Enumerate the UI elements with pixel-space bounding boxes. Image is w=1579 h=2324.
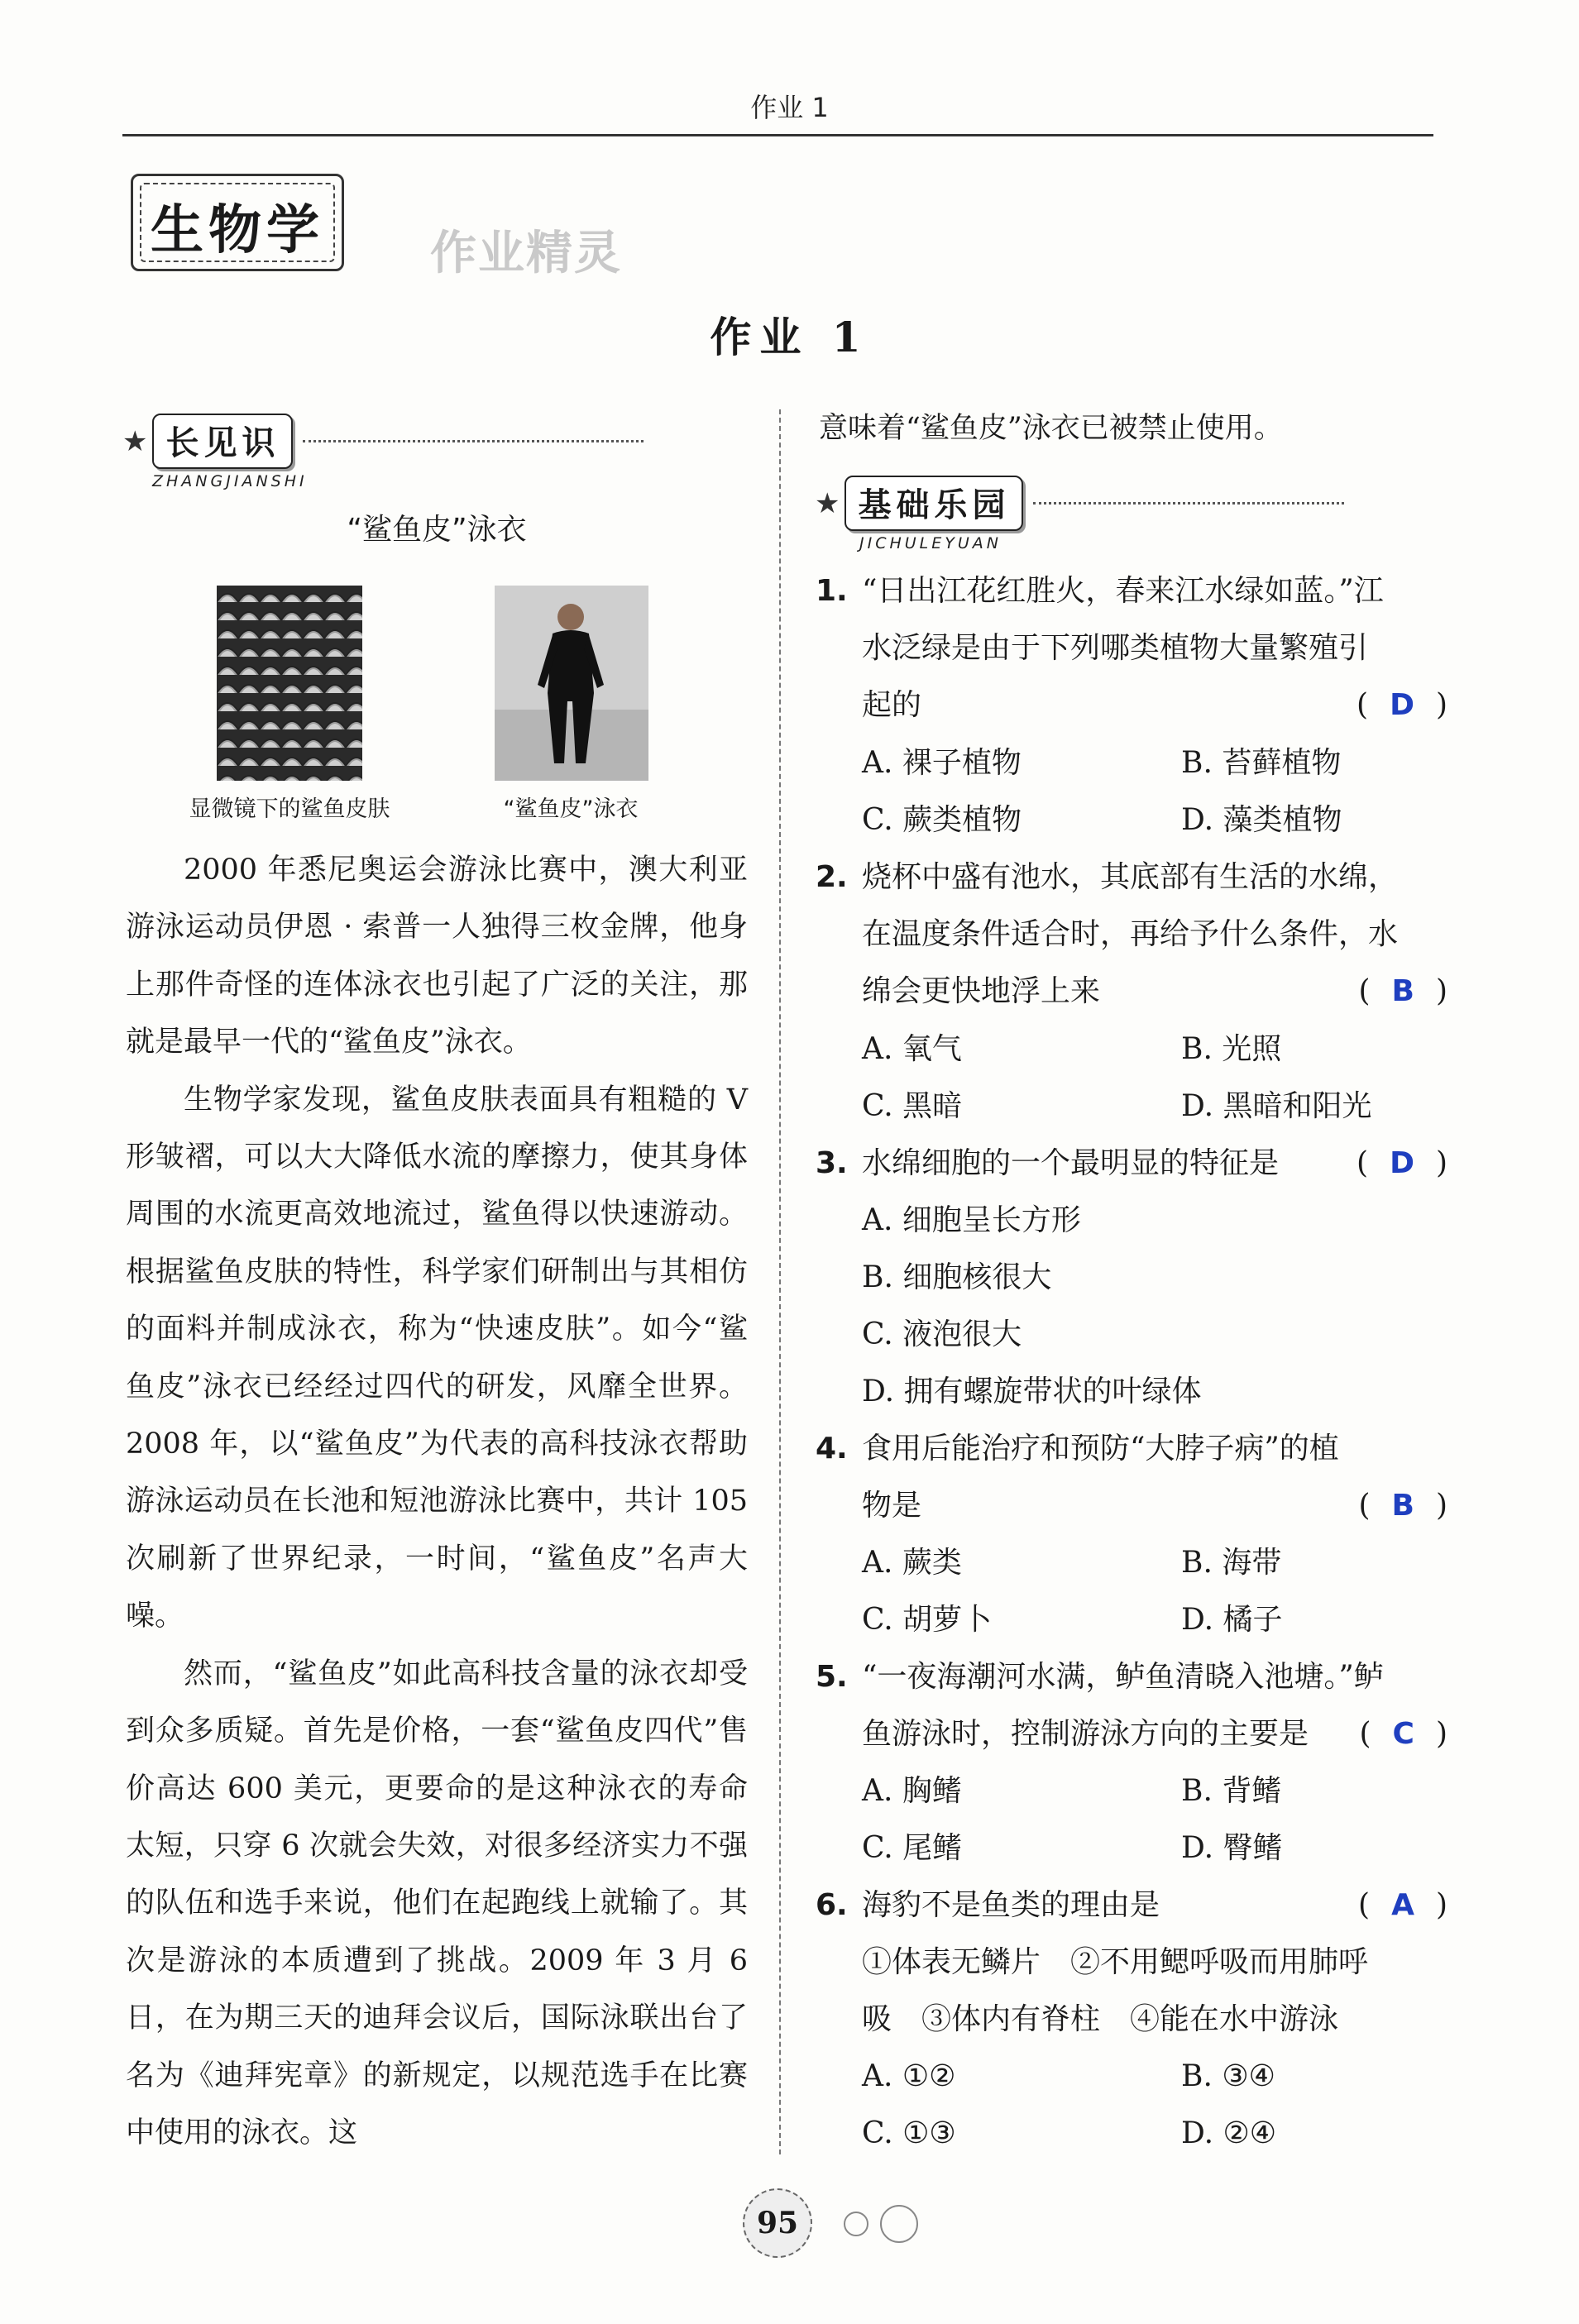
answer-blank: ( B ) xyxy=(1358,1489,1447,1523)
option: B. 细胞核很大 xyxy=(862,1260,1052,1294)
question-line: 食用后能治疗和预防“大脖子病”的植 xyxy=(862,1432,1339,1466)
question-line: 烧杯中盛有池水，其底部有生活的水绵， xyxy=(862,860,1399,894)
option: D. 藻类植物 xyxy=(1181,803,1342,837)
star-icon: ★ xyxy=(815,486,840,520)
continuation-text: 意味着“鲨鱼皮”泳衣已被禁止使用。 xyxy=(819,412,1283,445)
question-line: 鱼游泳时，控制游泳方向的主要是 xyxy=(862,1717,1309,1751)
caption-swimsuit: “鲨鱼皮”泳衣 xyxy=(503,796,639,822)
option: C. 尾鳍 xyxy=(862,1831,963,1865)
page-number: 95 xyxy=(743,2188,812,2258)
question-number: 5. xyxy=(816,1660,848,1694)
question-line: 海豹不是鱼类的理由是 xyxy=(862,1888,1160,1922)
star-icon: ★ xyxy=(122,424,148,458)
question-line: 物是 xyxy=(862,1489,922,1523)
article-paragraph: 生物学家发现，鲨鱼皮肤表面具有粗糙的 V 形皱褶，可以大大降低水流的摩擦力，使其身体周围的水流更高效地流过，鲨鱼得以快速游动。根据鲨鱼皮肤的特性，科学家们研制出与其相仿的面料并制成泳衣，称为“快速皮肤”。如今“鲨鱼皮”泳衣已经经过四代的研发，风靡全世界。2008 年，以“鲨鱼皮”为代表的高科技泳衣帮助游泳运动员在长池和短池游泳比赛中，共计 105 次刷新了世界纪录，一时间，“鲨鱼皮”名声大噪。 xyxy=(126,1083,748,1633)
swimsuit-photo xyxy=(495,586,648,781)
dotted-leader xyxy=(1033,502,1344,504)
answer-blank: ( C ) xyxy=(1359,1717,1447,1751)
section-pinyin: JICHULEYUAN xyxy=(859,534,1002,552)
question-line: 水泛绿是由于下列哪类植物大量繁殖引 xyxy=(862,631,1369,665)
option: D. 拥有螺旋带状的叶绿体 xyxy=(862,1375,1202,1408)
option: C. 液泡很大 xyxy=(862,1317,1022,1351)
option: C. ①③ xyxy=(862,2116,956,2150)
answer: D xyxy=(1390,1146,1414,1180)
section-label: 基础乐园 xyxy=(845,476,1023,531)
option: C. 黑暗 xyxy=(862,1089,963,1123)
question-number: 4. xyxy=(816,1432,848,1466)
watermark: 作业精灵 xyxy=(430,227,622,280)
question-line: “日出江花红胜火，春来江水绿如蓝。”江 xyxy=(862,574,1384,608)
option: C. 胡萝卜 xyxy=(862,1603,993,1637)
question-line: 在温度条件适合时，再给予什么条件，水 xyxy=(862,917,1399,951)
option: A. 裸子植物 xyxy=(862,746,1022,780)
option: D. 臀鳍 xyxy=(1181,1831,1283,1865)
option: B. 背鳍 xyxy=(1181,1774,1282,1808)
header-rule xyxy=(122,134,1433,136)
article-body xyxy=(126,842,748,2162)
caption-shark-skin: 显微镜下的鲨鱼皮肤 xyxy=(189,796,390,822)
decorative-ring-icon xyxy=(880,2205,918,2243)
option: C. 蕨类植物 xyxy=(862,803,1022,837)
homework-title: 作业 1 xyxy=(710,313,869,361)
question-line: ①体表无鳞片 ②不用鳃呼吸而用肺呼 xyxy=(862,1945,1369,1979)
question-1 xyxy=(816,562,1447,734)
question-4 xyxy=(816,1420,1447,1534)
subject-box xyxy=(131,174,344,271)
option: B. 苔藓植物 xyxy=(1181,746,1342,780)
question-line: 起的 xyxy=(862,688,922,722)
section-zhangjianshi xyxy=(122,414,644,490)
subject-title: 生物学 xyxy=(151,200,324,261)
article-paragraph: 2000 年悉尼奥运会游泳比赛中，澳大利亚游泳运动员伊恩 · 索普一人独得三枚金牌，他身上那件奇怪的连体泳衣也引起了广泛的关注，那就是最早一代的“鲨鱼皮”泳衣。 xyxy=(126,854,748,1059)
option: A. 胸鳍 xyxy=(862,1774,962,1808)
question-line: 水绵细胞的一个最明显的特征是 xyxy=(862,1146,1280,1180)
question-line: 绵会更快地浮上来 xyxy=(862,974,1101,1008)
answer-blank: ( A ) xyxy=(1358,1888,1447,1922)
question-number: 2. xyxy=(816,860,848,894)
answer: A xyxy=(1391,1888,1414,1922)
option: B. ③④ xyxy=(1181,2059,1275,2093)
shark-skin-photo xyxy=(217,586,362,781)
answer-blank: ( D ) xyxy=(1357,1146,1447,1180)
answer-blank: ( D ) xyxy=(1357,688,1447,722)
question-3 xyxy=(816,1135,1447,1192)
option: D. ②④ xyxy=(1181,2116,1277,2150)
option: D. 黑暗和阳光 xyxy=(1181,1089,1372,1123)
question-number: 1. xyxy=(816,574,848,608)
option: A. 细胞呈长方形 xyxy=(862,1203,1081,1237)
question-5 xyxy=(816,1648,1447,1762)
dotted-leader xyxy=(303,440,644,442)
article-paragraph: 然而，“鲨鱼皮”如此高科技含量的泳衣却受到众多质疑。首先是价格，一套“鲨鱼皮四代”售价高达 600 美元，更要命的是这种泳衣的寿命太短，只穿 6 次就会失效，对很多经济实力不强的队伍和选手来说，他们在起跑线上就输了。其次是游泳的本质遭到了挑战。2009 年 3 月 6 日，在为期三天的迪拜会议后，国际泳联出台了名为《迪拜宪章》的新规定，以规范选手在比赛中使用的泳衣。这 xyxy=(126,1657,748,2149)
answer: B xyxy=(1391,974,1414,1008)
answer: B xyxy=(1391,1489,1414,1523)
article-title: “鲨鱼皮”泳衣 xyxy=(347,513,527,547)
section-label: 长见识 xyxy=(152,414,293,469)
option: A. ①② xyxy=(862,2059,956,2093)
section-pinyin: ZHANGJIANSHI xyxy=(152,472,308,490)
question-number: 6. xyxy=(816,1888,848,1922)
answer: C xyxy=(1392,1717,1414,1751)
section-jichuleyuan xyxy=(815,476,1344,552)
answer-blank: ( B ) xyxy=(1358,974,1447,1008)
answer: D xyxy=(1390,688,1414,722)
question-line: “一夜海潮河水满，鲈鱼清晓入池塘。”鲈 xyxy=(862,1660,1384,1694)
option: A. 蕨类 xyxy=(862,1546,962,1580)
decorative-ring-icon xyxy=(844,2212,868,2236)
column-divider xyxy=(779,409,781,2154)
option: B. 海带 xyxy=(1181,1546,1282,1580)
question-number: 3. xyxy=(816,1146,848,1180)
option: A. 氧气 xyxy=(862,1032,962,1066)
question-2 xyxy=(816,849,1447,1020)
option: D. 橘子 xyxy=(1181,1603,1283,1637)
option: B. 光照 xyxy=(1181,1032,1282,1066)
running-header: 作业 1 xyxy=(750,92,829,123)
question-line: 吸 ③体内有脊柱 ④能在水中游泳 xyxy=(862,2002,1339,2036)
question-6 xyxy=(816,1877,1447,2048)
